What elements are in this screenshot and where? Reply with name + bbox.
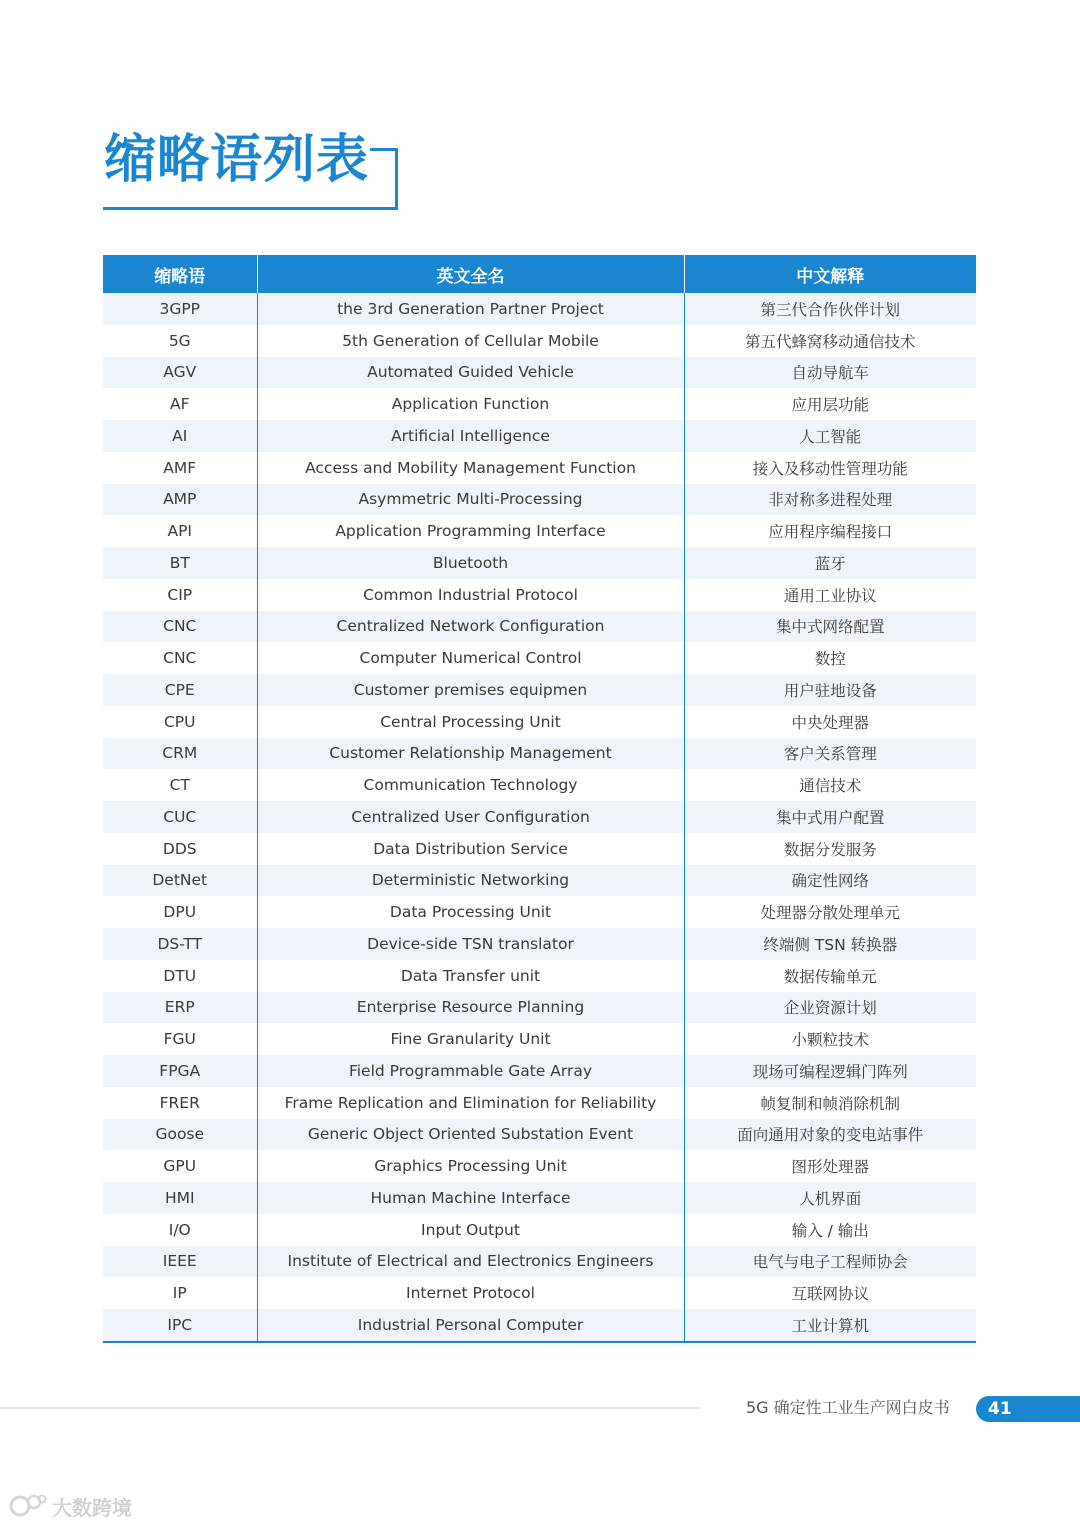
english-name-cell: Centralized User Configuration (257, 801, 684, 833)
table-row (103, 357, 976, 389)
chinese-meaning-cell: 互联网协议 (684, 1277, 976, 1309)
page-title: 缩略语列表 (104, 130, 370, 190)
abbreviation-cell: CPE (103, 674, 257, 706)
chinese-meaning-cell: 蓝牙 (684, 547, 976, 579)
abbreviation-cell: IP (103, 1277, 257, 1309)
abbreviation-cell: CPU (103, 706, 257, 738)
english-name-cell: Graphics Processing Unit (257, 1150, 684, 1182)
english-name-cell: Central Processing Unit (257, 706, 684, 738)
table-row (103, 293, 976, 325)
abbreviation-cell: CUC (103, 801, 257, 833)
footer-document-title: 5G 确定性工业生产网白皮书 (746, 1398, 950, 1417)
english-name-cell: Bluetooth (257, 547, 684, 579)
watermark-text: 大数跨境 (52, 1495, 132, 1520)
chinese-meaning-cell: 确定性网络 (684, 865, 976, 897)
abbreviation-cell: DDS (103, 833, 257, 865)
chinese-meaning-cell: 帧复制和帧消除机制 (684, 1087, 976, 1119)
chinese-meaning-cell: 工业计算机 (684, 1309, 976, 1342)
english-name-cell: Device-side TSN translator (257, 928, 684, 960)
english-name-cell: Enterprise Resource Planning (257, 992, 684, 1024)
chinese-meaning-cell: 自动导航车 (684, 357, 976, 389)
abbreviation-cell: CNC (103, 642, 257, 674)
abbreviation-cell: AGV (103, 357, 257, 389)
abbreviation-cell: Goose (103, 1119, 257, 1151)
abbreviation-cell: ERP (103, 992, 257, 1024)
english-name-cell: Fine Granularity Unit (257, 1023, 684, 1055)
english-name-cell: Communication Technology (257, 769, 684, 801)
abbreviation-cell: DetNet (103, 865, 257, 897)
chinese-meaning-cell: 面向通用对象的变电站事件 (684, 1119, 976, 1151)
english-name-cell: Customer Relationship Management (257, 738, 684, 770)
table-row (103, 928, 976, 960)
table-row (103, 1246, 976, 1278)
table-row (103, 738, 976, 770)
abbreviation-cell: AI (103, 420, 257, 452)
table-row (103, 515, 976, 547)
chinese-meaning-cell: 人工智能 (684, 420, 976, 452)
table-row (103, 1087, 976, 1119)
chinese-meaning-cell: 第五代蜂窝移动通信技术 (684, 325, 976, 357)
abbreviation-cell: 5G (103, 325, 257, 357)
table-row (103, 547, 976, 579)
chinese-meaning-cell: 小颗粒技术 (684, 1023, 976, 1055)
chinese-meaning-cell: 数据分发服务 (684, 833, 976, 865)
chinese-meaning-cell: 数控 (684, 642, 976, 674)
watermark (8, 1490, 132, 1522)
abbreviation-cell: CIP (103, 579, 257, 611)
table-row (103, 674, 976, 706)
page-number: 41 (988, 1399, 1012, 1419)
table-row (103, 706, 976, 738)
chinese-meaning-cell: 应用层功能 (684, 388, 976, 420)
table-row (103, 801, 976, 833)
table-row (103, 388, 976, 420)
abbreviation-cell: CRM (103, 738, 257, 770)
table-row (103, 579, 976, 611)
english-name-cell: Automated Guided Vehicle (257, 357, 684, 389)
english-name-cell: Asymmetric Multi-Processing (257, 484, 684, 516)
table-row (103, 1214, 976, 1246)
table-row (103, 484, 976, 516)
table-body (103, 293, 976, 1342)
table-row (103, 420, 976, 452)
english-name-cell: Input Output (257, 1214, 684, 1246)
table-header-row (103, 255, 976, 293)
title-frame-right-line (395, 148, 398, 210)
abbreviation-cell: DTU (103, 960, 257, 992)
table-row (103, 452, 976, 484)
abbreviation-cell: FRER (103, 1087, 257, 1119)
english-name-cell: Data Transfer unit (257, 960, 684, 992)
english-name-cell: the 3rd Generation Partner Project (257, 293, 684, 325)
english-name-cell: Frame Replication and Elimination for Reliability (257, 1087, 684, 1119)
english-name-cell: 5th Generation of Cellular Mobile (257, 325, 684, 357)
column-header-abbreviation: 缩略语 (103, 255, 257, 293)
abbreviation-cell: IPC (103, 1309, 257, 1342)
title-frame-top-line (370, 148, 398, 151)
chinese-meaning-cell: 数据传输单元 (684, 960, 976, 992)
abbreviation-cell: BT (103, 547, 257, 579)
english-name-cell: Access and Mobility Management Function (257, 452, 684, 484)
table-row (103, 992, 976, 1024)
english-name-cell: Artificial Intelligence (257, 420, 684, 452)
chinese-meaning-cell: 企业资源计划 (684, 992, 976, 1024)
english-name-cell: Application Function (257, 388, 684, 420)
watermark-logo-icon (8, 1490, 48, 1522)
column-header-chinese-meaning: 中文解释 (684, 255, 976, 293)
english-name-cell: Common Industrial Protocol (257, 579, 684, 611)
table-row (103, 1119, 976, 1151)
chinese-meaning-cell: 通信技术 (684, 769, 976, 801)
chinese-meaning-cell: 非对称多进程处理 (684, 484, 976, 516)
chinese-meaning-cell: 处理器分散处理单元 (684, 896, 976, 928)
table-row (103, 833, 976, 865)
abbreviation-cell: DS-TT (103, 928, 257, 960)
chinese-meaning-cell: 用户驻地设备 (684, 674, 976, 706)
abbreviation-table (103, 255, 976, 1343)
english-name-cell: Generic Object Oriented Substation Event (257, 1119, 684, 1151)
table-row (103, 1182, 976, 1214)
english-name-cell: Field Programmable Gate Array (257, 1055, 684, 1087)
english-name-cell: Human Machine Interface (257, 1182, 684, 1214)
table-row (103, 1055, 976, 1087)
abbreviation-cell: IEEE (103, 1246, 257, 1278)
chinese-meaning-cell: 通用工业协议 (684, 579, 976, 611)
english-name-cell: Institute of Electrical and Electronics Engineers (257, 1246, 684, 1278)
title-underline (103, 207, 398, 210)
english-name-cell: Computer Numerical Control (257, 642, 684, 674)
abbreviation-cell: FPGA (103, 1055, 257, 1087)
chinese-meaning-cell: 图形处理器 (684, 1150, 976, 1182)
chinese-meaning-cell: 人机界面 (684, 1182, 976, 1214)
table-row (103, 896, 976, 928)
english-name-cell: Industrial Personal Computer (257, 1309, 684, 1342)
abbreviation-cell: FGU (103, 1023, 257, 1055)
abbreviation-cell: HMI (103, 1182, 257, 1214)
abbreviation-cell: AMF (103, 452, 257, 484)
english-name-cell: Application Programming Interface (257, 515, 684, 547)
chinese-meaning-cell: 第三代合作伙伴计划 (684, 293, 976, 325)
footer-divider (0, 1407, 700, 1409)
chinese-meaning-cell: 接入及移动性管理功能 (684, 452, 976, 484)
table-row (103, 960, 976, 992)
table-row (103, 642, 976, 674)
chinese-meaning-cell: 集中式用户配置 (684, 801, 976, 833)
table-row (103, 1309, 976, 1342)
abbreviation-cell: 3GPP (103, 293, 257, 325)
abbreviation-cell: AF (103, 388, 257, 420)
abbreviation-cell: API (103, 515, 257, 547)
abbreviation-cell: AMP (103, 484, 257, 516)
english-name-cell: Data Distribution Service (257, 833, 684, 865)
table-row (103, 1023, 976, 1055)
english-name-cell: Internet Protocol (257, 1277, 684, 1309)
abbreviation-cell: I/O (103, 1214, 257, 1246)
table-row (103, 865, 976, 897)
chinese-meaning-cell: 电气与电子工程师协会 (684, 1246, 976, 1278)
english-name-cell: Centralized Network Configuration (257, 611, 684, 643)
table-row (103, 1277, 976, 1309)
table-row (103, 1150, 976, 1182)
column-header-english-name: 英文全名 (257, 255, 684, 293)
english-name-cell: Customer premises equipmen (257, 674, 684, 706)
abbreviation-cell: CNC (103, 611, 257, 643)
chinese-meaning-cell: 现场可编程逻辑门阵列 (684, 1055, 976, 1087)
abbreviation-cell: CT (103, 769, 257, 801)
chinese-meaning-cell: 输入 / 输出 (684, 1214, 976, 1246)
table-row (103, 325, 976, 357)
chinese-meaning-cell: 中央处理器 (684, 706, 976, 738)
chinese-meaning-cell: 集中式网络配置 (684, 611, 976, 643)
table-row (103, 769, 976, 801)
table-header (103, 255, 976, 293)
abbreviation-cell: GPU (103, 1150, 257, 1182)
table-row (103, 611, 976, 643)
chinese-meaning-cell: 终端侧 TSN 转换器 (684, 928, 976, 960)
chinese-meaning-cell: 客户关系管理 (684, 738, 976, 770)
abbreviation-cell: DPU (103, 896, 257, 928)
chinese-meaning-cell: 应用程序编程接口 (684, 515, 976, 547)
english-name-cell: Deterministic Networking (257, 865, 684, 897)
english-name-cell: Data Processing Unit (257, 896, 684, 928)
